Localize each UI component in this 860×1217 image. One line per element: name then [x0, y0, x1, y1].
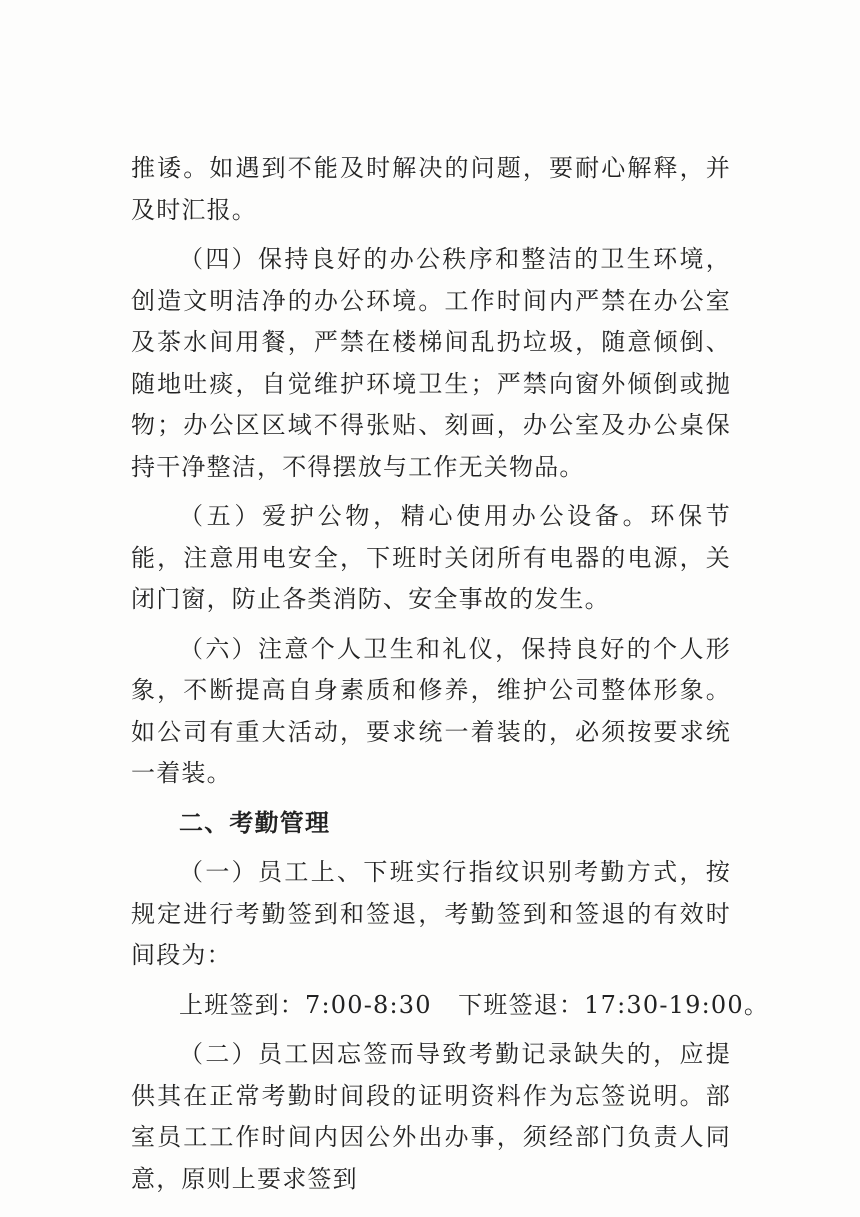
paragraph-attendance-1: （一）员工上、下班实行指纹识别考勤方式，按规定进行考勤签到和签退，考勤签到和签退的有效时间段为： — [131, 858, 731, 969]
section-heading-attendance: 二、考勤管理 — [179, 808, 331, 837]
paragraph-continuation: 推诿。如遇到不能及时解决的问题，要耐心解释，并及时汇报。 — [131, 154, 731, 224]
paragraph-item-6: （六）注意个人卫生和礼仪，保持良好的个人形象，不断提高自身素质和修养，维护公司整体形象。如公司有重大活动，要求统一着装的，必须按要求统一着装。 — [131, 634, 731, 787]
paragraph-attendance-2: （二）员工因忘签而导致考勤记录缺失的，应提供其在正常考勤时间段的证明资料作为忘签说明。部室员工工作时间内因公外出办事，须经部门负责人同意，原则上要求签到 — [131, 1040, 731, 1193]
paragraph-item-4: （四）保持良好的办公秩序和整洁的卫生环境，创造文明洁净的办公环境。工作时间内严禁在办公室及茶水间用餐，严禁在楼梯间乱扔垃圾，随意倾倒、随地吐痰，自觉维护环境卫生；严禁向窗外倾倒或抛物；办公区区域不得张贴、刻画，办公室及办公桌保持干净整洁，不得摆放与工作无关物品。 — [131, 245, 731, 481]
document-body — [131, 148, 770, 1208]
paragraph-item-5: （五）爱护公物，精心使用办公设备。环保节能，注意用电安全，下班时关闭所有电器的电源，关闭门窗，防止各类消防、安全事故的发生。 — [131, 502, 731, 613]
attendance-times: 上班签到：7:00-8:30 下班签退：17:30-19:00。 — [179, 990, 770, 1019]
